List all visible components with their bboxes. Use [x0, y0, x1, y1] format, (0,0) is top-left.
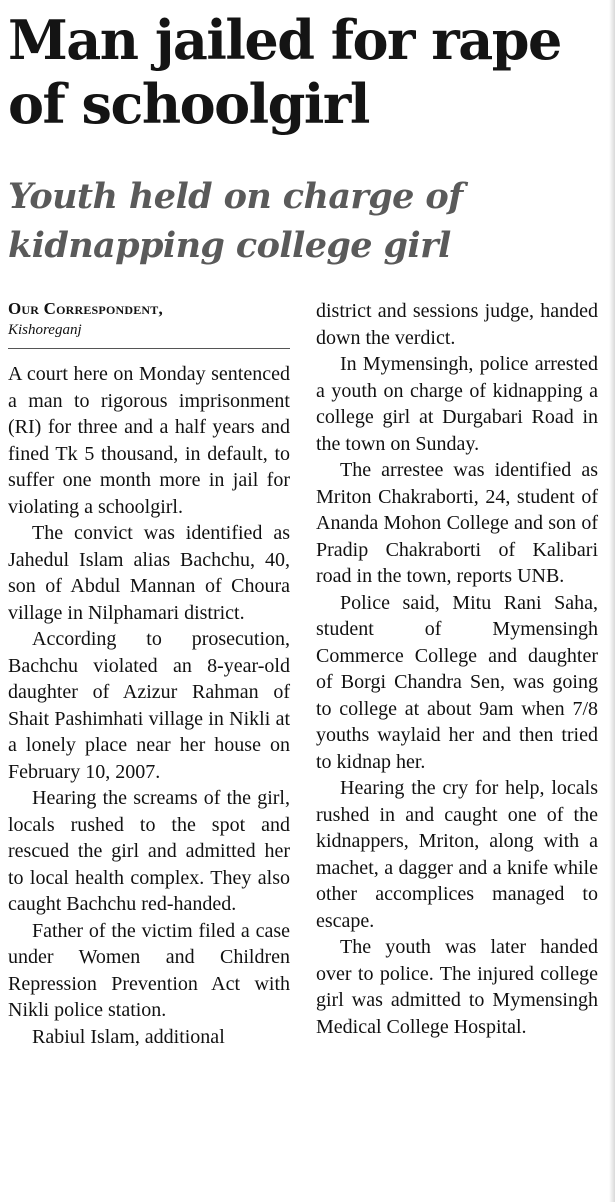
column-left — [8, 298, 290, 1050]
body-paragraph: The youth was later handed over to police. The injured college girl was admitted to Mymensingh Medical College Hospital. — [316, 936, 598, 1038]
body-paragraph: Police said, Mitu Rani Saha, student of Mymensingh Commerce College and daughter of Borgi Chandra Sen, was going to college at about 9am when 7/8 youths waylaid her and then tried to kidnap her. — [316, 591, 598, 773]
body-paragraph: The convict was identified as Jahedul Islam alias Bachchu, 40, son of Abdul Mannan of Choura village in Nilphamari district. — [8, 522, 290, 624]
byline-divider — [8, 348, 290, 349]
body-paragraph: Father of the victim filed a case under Women and Children Repression Prevention Act with Nikli police station. — [8, 919, 290, 1021]
subhead: Youth held on charge of kidnapping college girl — [8, 176, 463, 266]
dateline: Kishoreganj — [8, 322, 82, 338]
body-paragraph: In Mymensingh, police arrested a youth on charge of kidnapping a college girl at Durgabari Road in the town on Sunday. — [316, 353, 598, 455]
body-paragraph: Hearing the cry for help, locals rushed in and caught one of the kidnappers, Mriton, along with a machet, a dagger and a knife while other accomplices managed to escape. — [316, 777, 598, 932]
page-edge-shadow — [609, 0, 615, 1202]
column-right — [316, 298, 598, 1040]
headline: Man jailed for rape of schoolgirl — [8, 8, 561, 136]
body-paragraph: Rabiul Islam, additional — [32, 1025, 225, 1048]
body-paragraph: district and sessions judge, handed down the verdict. — [316, 300, 598, 349]
body-paragraph: Hearing the screams of the girl, locals rushed to the spot and rescued the girl and admitted her to local health complex. They also caught Bachchu red-handed. — [8, 787, 290, 915]
body-paragraph: According to prosecution, Bachchu violated an 8-year-old daughter of Azizur Rahman of Shait Pashimhati village in Nikli at a lonely place near her house on February 10, 2007. — [8, 628, 290, 783]
body-paragraph: A court here on Monday sentenced a man to rigorous imprisonment (RI) for three and a half years and fined Tk 5 thousand, in default, to suffer one month more in jail for violating a schoolgirl. — [8, 363, 290, 518]
body-paragraph: The arrestee was identified as Mriton Chakraborti, 24, student of Ananda Mohon College and son of Pradip Chakraborti of Kalibari road in the town, reports UNB. — [316, 459, 598, 587]
byline: Our Correspondent, — [8, 299, 163, 318]
